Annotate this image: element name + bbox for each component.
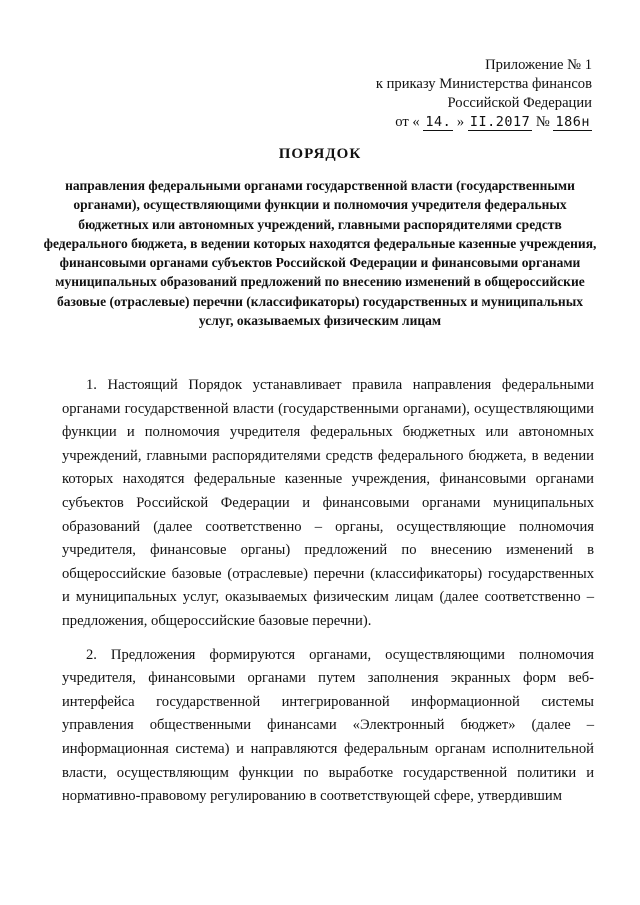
appendix-order-ref: к приказу Министерства финансов — [375, 76, 592, 92]
appendix-header — [376, 56, 592, 132]
order-number: 186н — [555, 114, 590, 130]
document-subtitle: направления федеральными органами государственной власти (государственными органами), осуществляющими функции и полномочия учредителя федеральных бюджетных или автономных учреждений, главными распорядителями средств федерального бюджета, в ведении которых находятся федеральные казенные учреждения, финансовыми органами субъектов Российской Федерации и финансовыми органами муниципальных образований предложений по внесению изменений в общероссийские базовые (отраслевые) перечни (классификаторы) государственных и муниципальных услуг, оказываемых физическим лицам — [43, 178, 597, 329]
order-close-quote: » — [456, 114, 465, 130]
order-number-label: № — [535, 114, 550, 130]
order-date-line — [376, 113, 592, 132]
paragraph-2: 2. Предложения формируются органами, осуществляющими полномочия учредителя, финансовыми органами путем заполнения экранных форм веб-интерфейса государственной интегрированной информационной системы управления общественными финансами «Электронный бюджет» (далее – информационная система) и направляются федеральным органам исполнительной власти, осуществляющим функции по выработке государственной политики и нормативно-правовому регулированию в соответствующей сфере, утвердившим — [62, 646, 594, 805]
appendix-ministry: Российской Федерации — [447, 95, 592, 111]
paragraph-1: 1. Настоящий Порядок устанавливает правила направления федеральными органами государственной власти (государственными органами), осуществляющими функции и полномочия учредителя федеральных бюджетных или автономных учреждений, главными распорядителями средств федерального бюджета, в ведении которых находятся федеральные казенные учреждения, финансовыми органами субъектов Российской Федерации и финансовыми органами муниципальных образований (далее соответственно – органы, осуществляющие полномочия учредителя, финансовые органы) предложений по внесению изменений в общероссийские базовые (отраслевые) перечни (классификаторы) государственных и муниципальных услуг, оказываемых физическим лицам (далее соответственно – предложения, общероссийские базовые перечни). — [62, 377, 594, 629]
order-prefix: от « — [395, 114, 420, 130]
order-month-year: II.2017 — [469, 114, 531, 130]
order-day: 14. — [425, 114, 452, 130]
document-body — [62, 374, 594, 809]
document-title: ПОРЯДОК — [278, 146, 362, 162]
appendix-number: Приложение № 1 — [485, 57, 592, 73]
